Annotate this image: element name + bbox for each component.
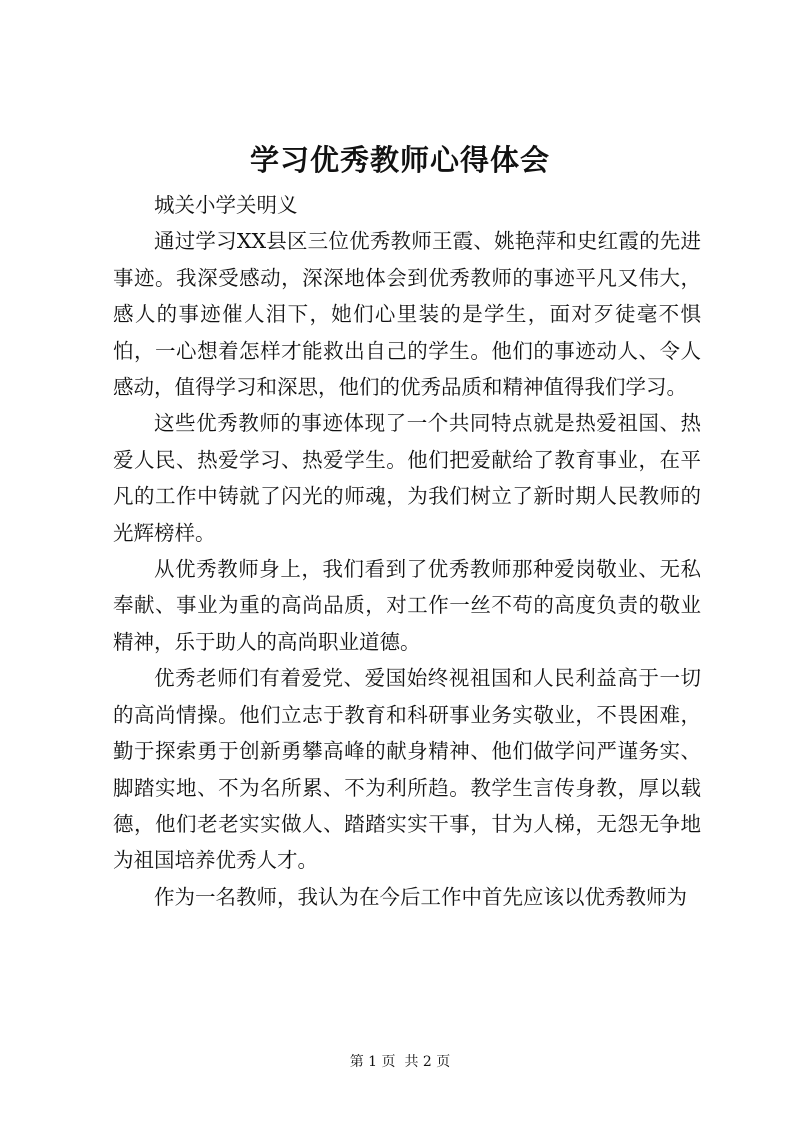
- paragraph-5: 作为一名教师，我认为在今后工作中首先应该以优秀教师为: [154, 884, 687, 909]
- author-line: 城关小学关明义: [154, 193, 298, 217]
- paragraph-2: 这些优秀教师的事迹体现了一个共同特点就是热爱祖国、热爱人民、热爱学习、热爱学生。他们把爱献给了教育事业，在平凡的工作中铸就了闪光的师魂，为我们树立了新时期人民教师的光辉榜样。: [113, 411, 701, 545]
- paragraph-4: 优秀老师们有着爱党、爱国始终视祖国和人民利益高于一切的高尚情操。他们立志于教育和科研事业务实敬业，不畏困难，勤于探索勇于创新勇攀高峰的献身精神、他们做学问严谨务实、脚踏实地、不为名所累、不为利所趋。教学生言传身教，厚以载德，他们老老实实做人、踏踏实实干事，甘为人梯，无怨无争地为祖国培养优秀人才。: [113, 666, 701, 873]
- paragraph-3: 从优秀教师身上，我们看到了优秀教师那种爱岗敬业、无私奉献、事业为重的高尚品质，对工作一丝不苟的高度负责的敬业精神，乐于助人的高尚职业道德。: [113, 557, 701, 654]
- document-body: [113, 187, 701, 915]
- paragraph-1: 通过学习XX县区三位优秀教师王霞、姚艳萍和史红霞的先进事迹。我深受感动，深深地体会到优秀教师的事迹平凡又伟大，感人的事迹催人泪下，她们心里装的是学生，面对歹徒毫不惧怕，一心想着怎样才能救出自己的学生。他们的事迹动人、令人感动，值得学习和深思，他们的优秀品质和精神值得我们学习。: [113, 229, 701, 400]
- document-title: 学习优秀教师心得体会: [249, 143, 550, 177]
- page-footer: 第 1 页 共 2 页: [349, 1054, 451, 1070]
